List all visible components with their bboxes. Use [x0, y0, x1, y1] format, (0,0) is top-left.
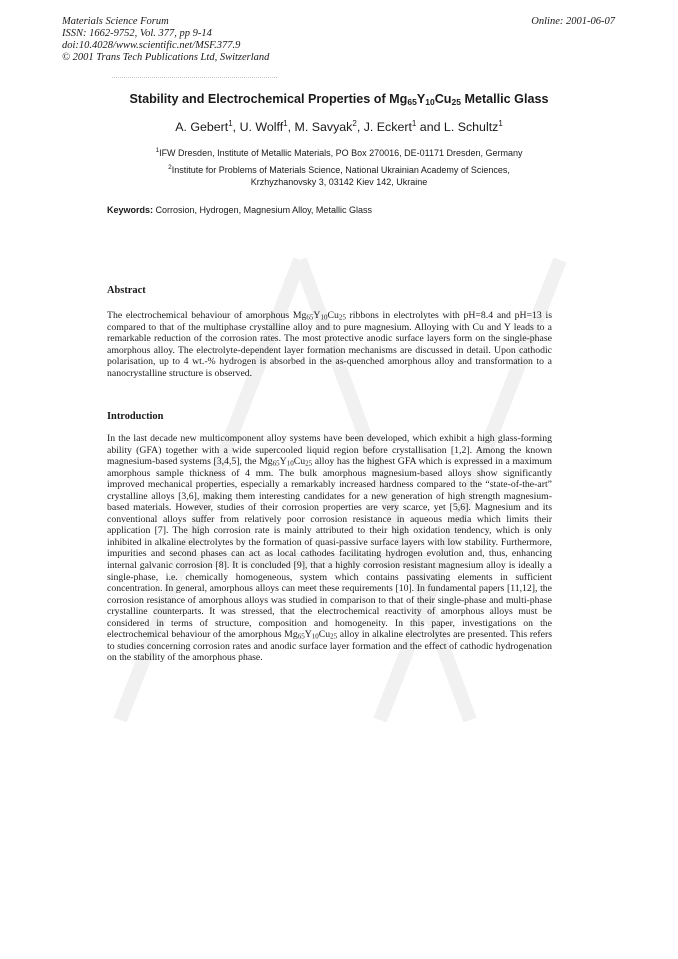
- author-name: M. Savyak: [294, 120, 353, 135]
- doi-line: doi:10.4028/www.scientific.net/MSF.377.9: [62, 40, 241, 51]
- author-name: J. Eckert: [363, 120, 412, 135]
- affiliation-1: $^1$IFW Dresden, Institute of Metallic Materials, PO Box 270016, DE-01171 Dresden, Germany: [155, 147, 523, 158]
- affiliation-2: $^2$Institute for Problems of Materials Science, National Ukrainian Academy of Sciences, Krzhyzhanovsky 3, 03142 Kiev 142, Ukraine: [168, 164, 510, 187]
- journal-name: Materials Science Forum: [62, 16, 169, 27]
- introduction-text: In the last decade new multicomponent alloy systems have been developed, which exhibit a high glass-forming ability (GFA) together with a wide supercooled liquid region before crystallisation [1,2]. Among the known magnesium-based systems [3,4,5], the $Mg_{65}Y_{10}Cu_{25}$ alloy has the highest GFA which is expressed in a maximum amorphous sample thickness of 4 mm. The bulk amorphous magnesium-based alloys show significantly improved mechanical properties, especially a remarkably increased hardness compared to the “state-of-the-art” crystalline alloys [3,6], making them interesting candidates for a new generation of high strength magnesium-based materials. However, studies of their corrosion properties are very scarce, yet [5,6]. Magnesium and its conventional alloys suffer from relatively poor corrosion resistance in aqueous media which limits their application [7]. The high corrosion rate is mainly attributed to their high oxidation tendency, which is only inhibited in alkaline electrolytes by the formation of quasi-passive surface layers with low stability. Furthermore, impurities and second phases can act as local cathodes facilitating hydrogen evolution and, thus, enhancing internal galvanic corrosion [8]. It is concluded [9], that a highly corrosion resistant magnesium alloy is ideally a single-phase, i.e. chemically homogeneous, system which contains passivating elements in sufficient concentration. In general, amorphous alloys can meet these requirements [10]. In fundamental papers [11,12], the corrosion resistance of amorphous alloys was studied in comparison to that of their single-phase and multi-phase crystalline counterparts. It was stressed, that the electrochemical reactivity of amorphous alloys must be considered in terms of structure, composition and homogeneity. In this paper, investigations on the electrochemical behaviour of the amorphous $Mg_{65}Y_{10}Cu_{25}$ alloy in alkaline electrolytes are presented. This refers to studies concerning corrosion rates and anodic surface layer formation and the effect of cathodic hydrogenation on the stability of the amorphous phase.: [107, 433, 553, 664]
- issn-line: ISSN: 1662-9752, Vol. 377, pp 9-14: [62, 28, 212, 39]
- paper-title: Stability and Electrochemical Properties of $Mg_{65}Y_{10}Cu_{25}$ Metallic Glass: [129, 92, 549, 107]
- journal-header: [62, 16, 269, 64]
- online-date: Online: 2001-06-07: [531, 16, 615, 27]
- author-name: A. Gebert: [175, 120, 229, 135]
- author-name: L. Schultz: [443, 120, 499, 135]
- abstract-heading: Abstract: [107, 285, 146, 296]
- copyright-line: © 2001 Trans Tech Publications Ltd, Switzerland: [62, 52, 270, 63]
- keywords-text: Corrosion, Hydrogen, Magnesium Alloy, Metallic Glass: [155, 205, 372, 215]
- author-list: A. Gebert$^1$, U. Wolff$^1$, M. Savyak$^2$, J. Eckert$^1$ and L. Schultz$^1$: [175, 119, 503, 135]
- abstract-text: The electrochemical behaviour of amorphous $Mg_{65}Y_{10}Cu_{25}$ ribbons in electrolytes with pH=8.4 and pH=13 is compared to that of the multiphase crystalline alloy and to pure magnesium. Alloying with Cu and Y leads to a remarkable reduction of the corrosion rates. The most protective anodic surface layers form on the single-phase amorphous alloy. The electrolyte-dependent layer formation mechanisms are discussed in detail. Upon cathodic polarisation, up to 4 wt.-% hydrogen is absorbed in the as-quenched amorphous alloy and transformation to a nanocrystalline structure is observed.: [107, 310, 552, 379]
- author-name: U. Wolff: [239, 120, 284, 135]
- keywords-label: Keywords:: [107, 205, 154, 215]
- header-divider: [112, 77, 277, 78]
- keywords: [107, 205, 372, 215]
- introduction-heading: Introduction: [107, 411, 164, 422]
